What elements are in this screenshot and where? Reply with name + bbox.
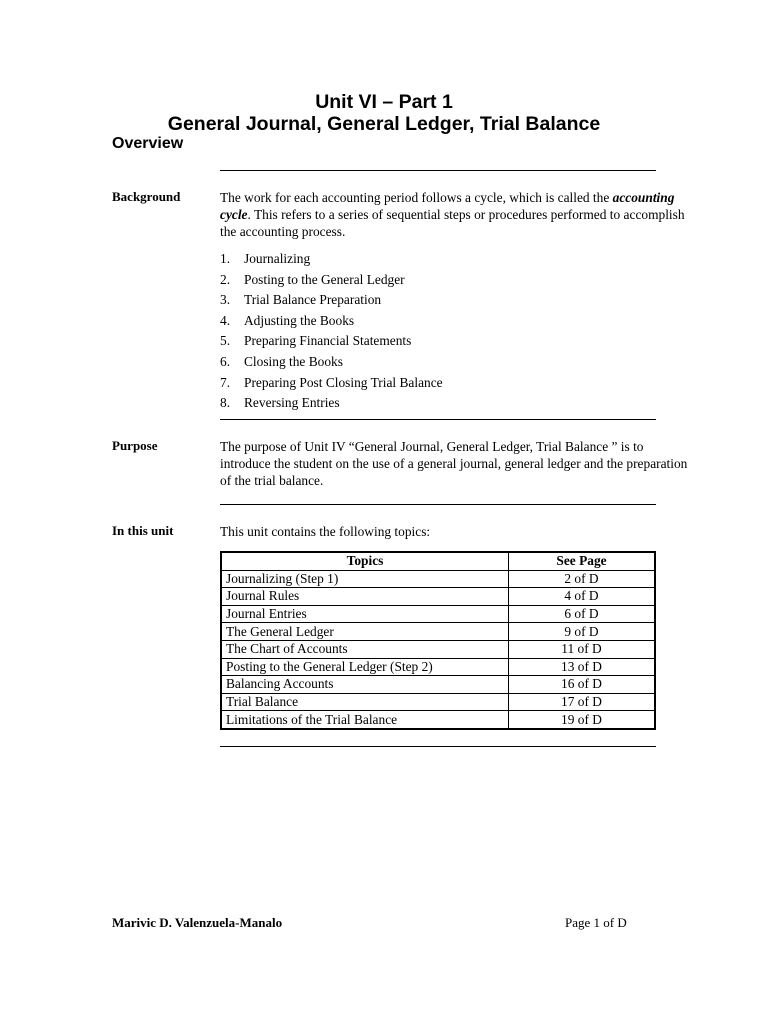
accounting-cycle-steps <box>220 249 650 414</box>
list-item-text: Journalizing <box>244 251 311 266</box>
table-row <box>221 676 655 694</box>
page-cell: 9 of D <box>509 623 656 641</box>
page-cell: 2 of D <box>509 570 656 588</box>
list-item <box>220 352 650 373</box>
topic-cell: The Chart of Accounts <box>221 640 509 658</box>
page-cell: 13 of D <box>509 658 656 676</box>
list-item <box>220 249 650 270</box>
list-item-text: Preparing Post Closing Trial Balance <box>244 374 443 390</box>
topic-cell: Trial Balance <box>221 693 509 711</box>
list-item-number: 8. <box>220 395 231 411</box>
footer-author: Marivic D. Valenzuela-Manalo <box>112 915 283 930</box>
purpose-label: Purpose <box>112 438 158 453</box>
topic-cell: Journal Rules <box>221 588 509 606</box>
page-cell: 11 of D <box>509 640 656 658</box>
table-row <box>221 570 655 588</box>
topic-cell: The General Ledger <box>221 623 509 641</box>
list-item-text: Preparing Financial Statements <box>244 333 412 349</box>
list-item <box>220 393 650 414</box>
topic-cell: Limitations of the Trial Balance <box>221 711 509 729</box>
list-item-number: 4. <box>220 312 231 328</box>
list-item <box>220 290 650 311</box>
list-item-text: Closing the Books <box>244 353 343 369</box>
page-cell: 16 of D <box>509 676 656 694</box>
list-item-text: Posting to the General Ledger <box>244 271 405 287</box>
list-item-number: 2. <box>220 271 231 287</box>
table-row <box>221 605 655 623</box>
list-item-text: Trial Balance Preparation <box>244 292 382 308</box>
section-heading-overview: Overview <box>112 135 184 152</box>
unit-label: In this unit <box>112 523 174 538</box>
unit-intro: This unit contains the following topics: <box>220 524 431 539</box>
table-row <box>221 658 655 676</box>
topics-table <box>220 551 656 730</box>
list-item-number: 7. <box>220 374 231 390</box>
list-item <box>220 331 650 352</box>
list-item-text: Reversing Entries <box>244 395 340 411</box>
topic-cell: Journalizing (Step 1) <box>221 570 509 588</box>
divider-background <box>220 419 656 420</box>
table-row <box>221 588 655 606</box>
column-header-topics: Topics <box>221 552 509 570</box>
list-item-number: 1. <box>220 251 231 266</box>
table-row <box>221 711 655 729</box>
background-text-post: . This refers to a series of sequential steps or procedures performed to accomplish the accounting process. <box>220 207 685 239</box>
list-item-text: Adjusting the Books <box>244 312 355 328</box>
background-paragraph <box>220 189 695 240</box>
page-cell: 19 of D <box>509 711 656 729</box>
divider-unit <box>220 746 656 747</box>
list-item <box>220 311 650 332</box>
page-cell: 6 of D <box>509 605 656 623</box>
column-header-see-page: See Page <box>509 552 656 570</box>
list-item-number: 3. <box>220 292 231 308</box>
footer-page-number: Page 1 of D <box>565 915 627 930</box>
title-line-2: General Journal, General Ledger, Trial Balance <box>167 113 601 135</box>
table-header-row <box>221 552 655 570</box>
list-item <box>220 270 650 291</box>
background-label: Background <box>112 189 181 204</box>
title-line-1: Unit VI – Part 1 <box>315 91 453 113</box>
list-item-number: 5. <box>220 333 231 349</box>
topic-cell: Balancing Accounts <box>221 676 509 694</box>
page-cell: 4 of D <box>509 588 656 606</box>
divider-top <box>220 170 656 171</box>
divider-purpose <box>220 504 656 505</box>
list-item <box>220 373 650 394</box>
page-cell: 17 of D <box>509 693 656 711</box>
accounting-cycle-term: accounting cycle <box>220 190 675 222</box>
table-row <box>221 693 655 711</box>
topic-cell: Journal Entries <box>221 605 509 623</box>
purpose-paragraph: The purpose of Unit IV “General Journal, General Ledger, Trial Balance ” is to introduce the student on the use of a general journal, general ledger and the preparation of the trial balance. <box>220 439 688 488</box>
table-row <box>221 640 655 658</box>
table-row <box>221 623 655 641</box>
background-text-pre: The work for each accounting period follows a cycle, which is called the <box>220 190 613 205</box>
list-item-number: 6. <box>220 353 231 369</box>
topic-cell: Posting to the General Ledger (Step 2) <box>221 658 509 676</box>
